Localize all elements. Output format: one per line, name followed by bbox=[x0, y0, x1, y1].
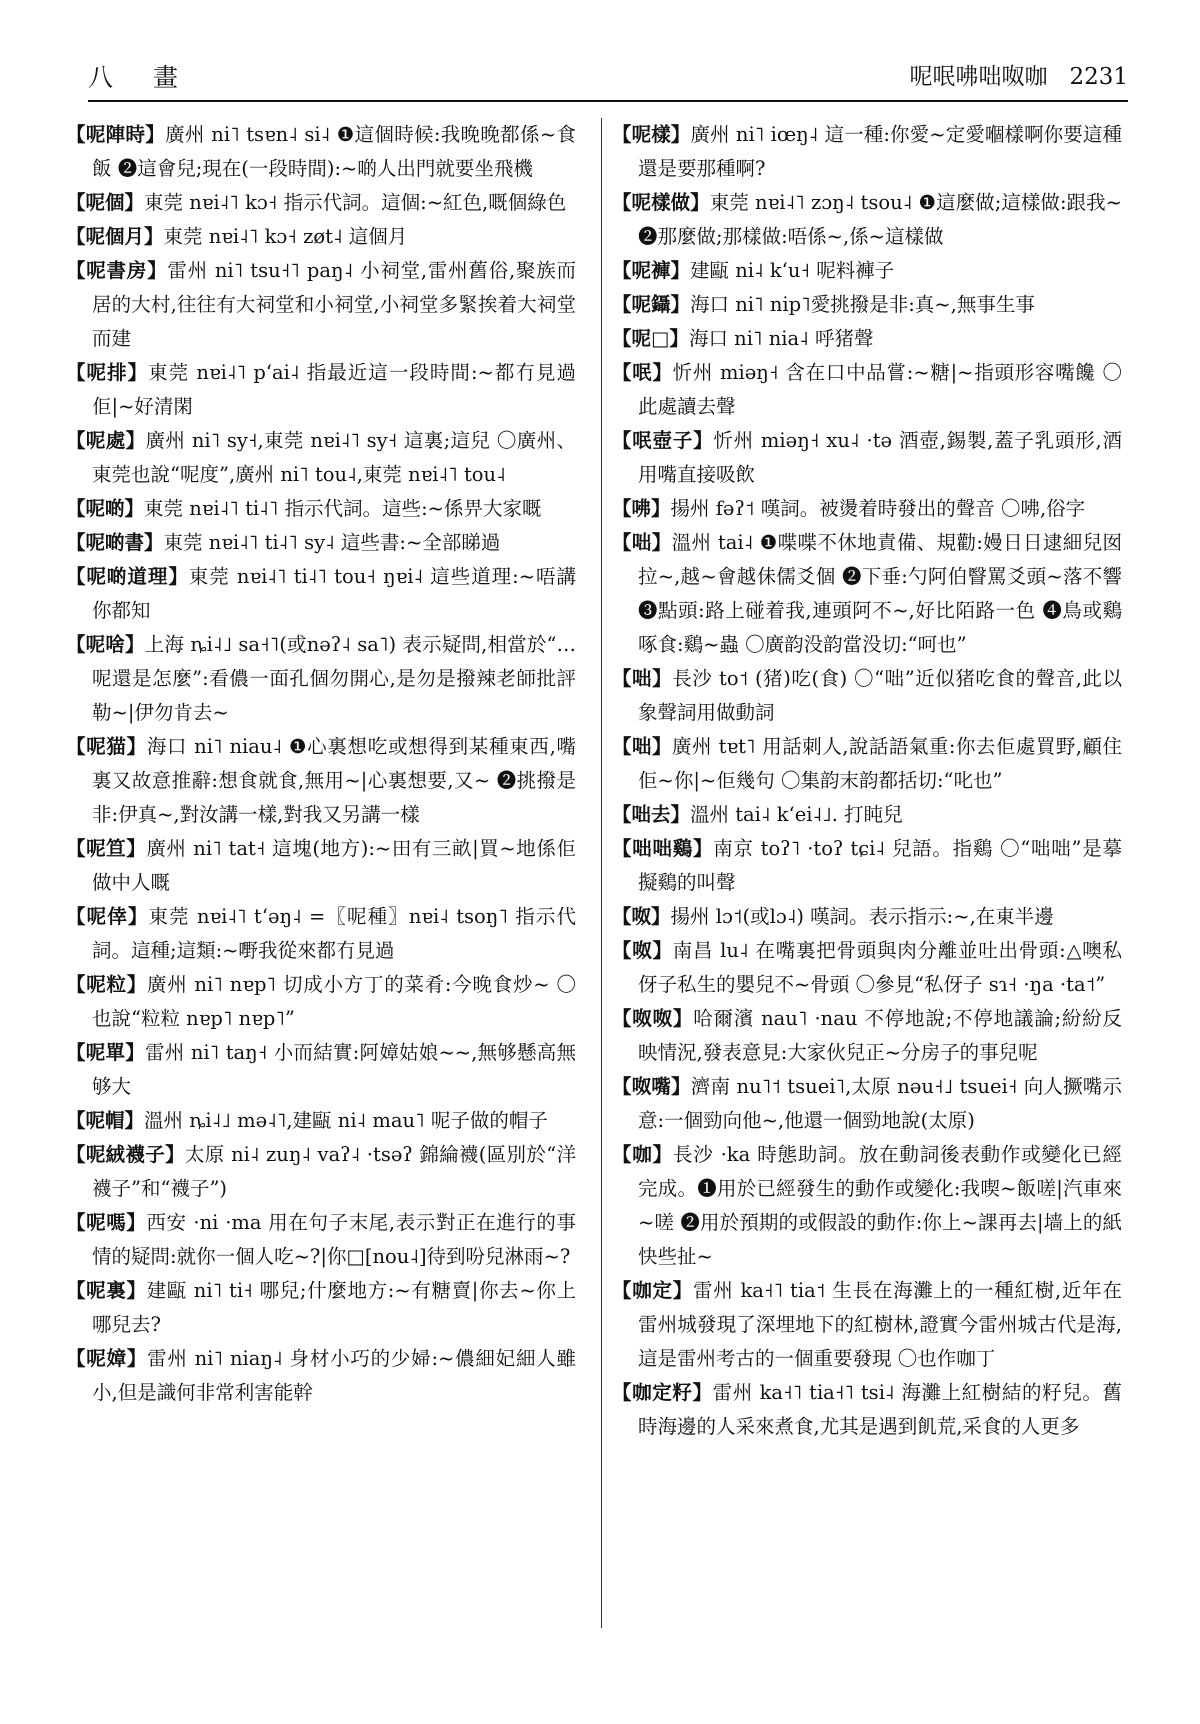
running-head bbox=[909, 58, 1128, 91]
entry-definition: 廣州 ni˥ iœŋ˨ 這一種:你愛~定愛嗰樣啊你要這種還是要那種啊? bbox=[638, 123, 1122, 180]
entry-definition: 溫州 ȵi˨˩ mə˨˥,建甌 ni˨ mau˥ 呢子做的帽子 bbox=[144, 1109, 548, 1132]
dictionary-entry bbox=[66, 900, 576, 968]
entry-headword: 【咄咄鷄】 bbox=[612, 837, 714, 860]
entry-headword: 【呢處】 bbox=[66, 429, 146, 452]
entry-headword: 【呢啥】 bbox=[66, 633, 145, 656]
dictionary-entry bbox=[612, 1376, 1122, 1444]
dictionary-entry bbox=[612, 254, 1122, 288]
entry-headword: 【呢單】 bbox=[66, 1041, 145, 1064]
entry-headword: 【呢啲】 bbox=[66, 497, 145, 520]
dictionary-entry bbox=[66, 118, 576, 186]
header-rule bbox=[88, 100, 1128, 102]
dictionary-entry bbox=[612, 662, 1122, 730]
dictionary-entry bbox=[612, 1274, 1122, 1376]
entry-headword: 【呶】 bbox=[612, 939, 673, 962]
column-divider bbox=[601, 118, 602, 1628]
entry-headword: 【呢粒】 bbox=[66, 973, 147, 996]
entry-headword: 【呢帽】 bbox=[66, 1109, 145, 1132]
entry-headword: 【咖定】 bbox=[612, 1279, 693, 1302]
dictionary-entry bbox=[66, 968, 576, 1036]
dictionary-entry bbox=[66, 560, 576, 628]
entry-headword: 【呢啲書】 bbox=[66, 531, 164, 554]
entry-headword: 【咄】 bbox=[612, 735, 672, 758]
entry-definition: 東莞 nɐi˨˥ tʻəŋ˨ =〖呢種〗nɐi˨ tsoŋ˥ 指示代詞。這種;這類:~嘢我從來都冇見過 bbox=[92, 905, 576, 962]
entry-definition: 南昌 lu˨ 在嘴裏把骨頭與肉分離並吐出骨頭:△噢私伢子私生的嬰兒不~骨頭 〇參見“私伢子 sɿ˧ ·ŋa ·ta˦” bbox=[638, 939, 1122, 996]
dictionary-entry bbox=[612, 900, 1122, 934]
entry-definition: 東莞 nɐi˨˥ ti˨˥ 指示代詞。這些:~係畀大家嘅 bbox=[144, 497, 542, 520]
entry-headword: 【呡】 bbox=[612, 361, 673, 384]
entry-headword: 【呢鑷】 bbox=[612, 293, 691, 316]
dictionary-entry bbox=[66, 730, 576, 832]
left-column bbox=[66, 118, 576, 1410]
entry-definition: 濟南 nu˥˦ tsuei˥,太原 nəu˧˩ tsuei˧ 向人撅嘴示意:一個勁向他~,他還一個勁地說(太原) bbox=[638, 1075, 1122, 1132]
entry-definition: 雷州 ni˥ taŋ˧ 小而結實:阿嫜姑娘~~,無够懸高無够大 bbox=[92, 1041, 576, 1098]
dictionary-entry bbox=[66, 424, 576, 492]
dictionary-entry bbox=[612, 832, 1122, 900]
entry-definition: 廣州 ni˥ sy˧,東莞 nɐi˨˥ sy˧ 這裏;這兒 〇廣州、東莞也說“呢度”,廣州 ni˥ tou˨,東莞 nɐi˨˥ tou˨ bbox=[92, 429, 576, 486]
entry-headword: 【呢樣做】 bbox=[612, 191, 710, 214]
dictionary-entry bbox=[612, 356, 1122, 424]
entry-headword: 【呢個】 bbox=[66, 191, 145, 214]
dictionary-entry bbox=[612, 934, 1122, 1002]
entry-headword: 【呢倖】 bbox=[66, 905, 149, 928]
entry-headword: 【呢樣】 bbox=[612, 123, 691, 146]
entry-definition: 東莞 nɐi˨˥ ti˨˥ sy˨ 這些書:~全部睇過 bbox=[163, 531, 501, 554]
entry-definition: 溫州 tai˨ ❶喋喋不休地責備、規勸:嫚日日逮細兒囡拉~,越~會越佅儒爻個 ❷下垂:勺阿伯瞖罵爻頭~落不響 ❸點頭:路上碰着我,連頭阿不~,好比陌路一色 ❹鳥或鷄啄食:鷄~蟲 〇廣韵没韵當没切:“呵也” bbox=[638, 531, 1122, 656]
dictionary-entry bbox=[612, 730, 1122, 798]
entry-definition: 建甌 ni˨ kʻu˧ 呢料褲子 bbox=[690, 259, 895, 282]
dictionary-entry bbox=[66, 832, 576, 900]
dictionary-entry bbox=[66, 628, 576, 730]
entry-definition: 東莞 nɐi˨˥ pʻai˨ 指最近這一段時間:~都冇見過佢|~好清閑 bbox=[92, 361, 576, 418]
entry-headword: 【呢絨襪子】 bbox=[66, 1143, 185, 1166]
entry-headword: 【呢啲道理】 bbox=[66, 565, 189, 588]
dictionary-entry bbox=[66, 220, 576, 254]
dictionary-entry bbox=[66, 186, 576, 220]
dictionary-entry bbox=[612, 118, 1122, 186]
dictionary-entry bbox=[612, 526, 1122, 662]
entry-headword: 【呶嘴】 bbox=[612, 1075, 691, 1098]
header-characters: 呢呡咈咄呶咖 bbox=[909, 64, 1048, 90]
entry-definition: 雷州 ni˥ niaŋ˨ 身材小巧的少婦:~儂細妃細人雖小,但是識何非常利害能幹 bbox=[92, 1347, 576, 1404]
entry-definition: 揚州 lɔ˦(或lɔ˨) 嘆詞。表示指示:~,在東半邊 bbox=[670, 905, 1054, 928]
dictionary-entry bbox=[612, 798, 1122, 832]
entry-definition: 雷州 ka˧˥ tia˧˥ tsi˨ 海灘上紅樹結的籽兒。舊時海邊的人采來煮食,尤其是遇到飢荒,采食的人更多 bbox=[638, 1381, 1122, 1438]
entry-definition: 長沙 to˦ (猪)吃(食) 〇“咄”近似猪吃食的聲音,此以象聲詞用做動詞 bbox=[638, 667, 1122, 724]
entry-headword: 【呢裏】 bbox=[66, 1279, 147, 1302]
entry-headword: 【呢個月】 bbox=[66, 225, 164, 248]
entry-definition: 雷州 ni˥ tsu˧˥ paŋ˨ 小祠堂,雷州舊俗,聚族而居的大村,往往有大祠堂和小祠堂,小祠堂多緊挨着大祠堂而建 bbox=[92, 259, 576, 350]
entry-definition: 廣州 tɐt˥ 用話刺人,說話語氣重:你去佢處買野,顧住佢~你|~佢幾句 〇集韵末韵都括切:“叱也” bbox=[638, 735, 1122, 792]
entry-headword: 【呢褲】 bbox=[612, 259, 691, 282]
entry-definition: 長沙 ·ka 時態助詞。放在動詞後表動作或變化已經完成。❶用於已經發生的動作或變化:我喫~飯嗟|汽車來~嗟 ❷用於預期的或假設的動作:你上~課再去|墙上的紙快些扯~ bbox=[638, 1143, 1122, 1268]
dictionary-entry bbox=[66, 1036, 576, 1104]
entry-headword: 【咄】 bbox=[612, 531, 672, 554]
entry-definition: 上海 ȵi˨˩ sa˧˥(或nəʔ˨ sa˥) 表示疑問,相當於“…呢還是怎麼”:看儂一面孔個勿開心,是勿是撥辣老師批評勒~|伊勿肯去~ bbox=[92, 633, 576, 724]
entry-definition: 東莞 nɐi˨˥ zɔŋ˨ tsou˨ ❶這麼做;這樣做:跟我~ ❷那麼做;那樣做:唔係~,係~這樣做 bbox=[638, 191, 1122, 248]
dictionary-entry bbox=[66, 492, 576, 526]
entry-definition: 南京 toʔ˥ ·toʔ tɕi˨ 兒語。指鷄 〇“咄咄”是摹擬鷄的叫聲 bbox=[638, 837, 1122, 894]
entry-headword: 【咄】 bbox=[612, 667, 673, 690]
entry-headword: 【呢猫】 bbox=[66, 735, 147, 758]
entry-definition: 海口 ni˥ nip˥愛挑撥是非:真~,無事生事 bbox=[690, 293, 1035, 316]
dictionary-entry bbox=[66, 1104, 576, 1138]
dictionary-entry bbox=[612, 1002, 1122, 1070]
entry-headword: 【呡壺子】 bbox=[612, 429, 714, 452]
dictionary-entry bbox=[612, 492, 1122, 526]
page-header bbox=[88, 58, 1128, 102]
entry-definition: 忻州 miəŋ˧ xu˨ ·tə 酒壺,錫製,蓋子乳頭形,酒用嘴直接吸飲 bbox=[638, 429, 1122, 486]
entry-headword: 【呢排】 bbox=[66, 361, 149, 384]
entry-headword: 【咄去】 bbox=[612, 803, 691, 826]
entry-definition: 溫州 tai˨ kʻei˨˩. 打盹兒 bbox=[690, 803, 903, 826]
entry-definition: 建甌 ni˥ ti˧ 哪兒;什麼地方:~有糖賣|你去~你上哪兒去? bbox=[92, 1279, 576, 1336]
entry-definition: 海口 ni˥ niau˨ ❶心裏想吃或想得到某種東西,嘴裏又故意推辭:想食就食,無用~|心裏想要,又~ ❷挑撥是非:伊真~,對汝講一樣,對我又另講一樣 bbox=[92, 735, 576, 826]
dictionary-entry bbox=[612, 1070, 1122, 1138]
dictionary-entry bbox=[612, 186, 1122, 254]
section-title: 八 畫 bbox=[88, 63, 194, 92]
entry-headword: 【呢書房】 bbox=[66, 259, 168, 282]
entry-definition: 東莞 nɐi˨˥ kɔ˧ zøt˨ 這個月 bbox=[163, 225, 408, 248]
dictionary-entry bbox=[612, 424, 1122, 492]
entry-headword: 【呢□】 bbox=[612, 327, 689, 350]
entry-headword: 【呢笪】 bbox=[66, 837, 147, 860]
dictionary-entry bbox=[66, 1206, 576, 1274]
entry-definition: 西安 ·ni ·ma 用在句子末尾,表示對正在進行的事情的疑問:就你一個人吃~?|你□[nou˨]待到吩兒淋雨~? bbox=[92, 1211, 576, 1268]
entry-headword: 【呢嫜】 bbox=[66, 1347, 148, 1370]
entry-definition: 揚州 fəʔ˦ 嘆詞。被燙着時發出的聲音 〇咈,俗字 bbox=[670, 497, 1086, 520]
dictionary-entry bbox=[66, 526, 576, 560]
right-column bbox=[612, 118, 1122, 1444]
dictionary-entry bbox=[612, 288, 1122, 322]
dictionary-entry bbox=[612, 322, 1122, 356]
dictionary-entry bbox=[66, 1138, 576, 1206]
entry-headword: 【咖】 bbox=[612, 1143, 673, 1166]
dictionary-entry bbox=[66, 1274, 576, 1342]
dictionary-entry bbox=[612, 1138, 1122, 1274]
dictionary-entry bbox=[66, 1342, 576, 1410]
entry-headword: 【呶呶】 bbox=[612, 1007, 694, 1030]
entry-definition: 東莞 nɐi˨˥ ti˨˥ tou˧ ŋɐi˨ 這些道理:~唔講你都知 bbox=[92, 565, 576, 622]
entry-headword: 【呢嗎】 bbox=[66, 1211, 147, 1234]
entry-definition: 東莞 nɐi˨˥ kɔ˧ 指示代詞。這個:~紅色,嘅個綠色 bbox=[144, 191, 567, 214]
entry-definition: 雷州 ka˧˥ tia˦ 生長在海灘上的一種紅樹,近年在雷州城發現了深埋地下的紅樹林,證實今雷州城古代是海,這是雷州考古的一個重要發現 〇也作咖丁 bbox=[638, 1279, 1122, 1370]
entry-definition: 海口 ni˥ nia˨ 呼猪聲 bbox=[688, 327, 874, 350]
entry-definition: 廣州 ni˥ tat˧ 這塊(地方):~田有三畝|買~地係佢做中人嘅 bbox=[92, 837, 576, 894]
entry-definition: 廣州 ni˥ nɐp˥ 切成小方丁的菜肴:今晚食炒~ 〇也說“粒粒 nɐp˥ nɐp˥” bbox=[92, 973, 576, 1030]
entry-definition: 哈爾濱 nau˥ ·nau 不停地說;不停地議論;紛紛反映情況,發表意見:大家伙兒正~分房子的事兒呢 bbox=[638, 1007, 1122, 1064]
entry-headword: 【呢陣時】 bbox=[66, 123, 166, 146]
entry-headword: 【呶】 bbox=[612, 905, 671, 928]
dictionary-entry bbox=[66, 356, 576, 424]
entry-headword: 【咈】 bbox=[612, 497, 671, 520]
dictionary-entry bbox=[66, 254, 576, 356]
entry-headword: 【咖定籽】 bbox=[612, 1381, 713, 1404]
page-number: 2231 bbox=[1069, 64, 1128, 90]
entry-definition: 忻州 miəŋ˧ 含在口中品嘗:~糖|~指頭形容嘴饞 〇此處讀去聲 bbox=[638, 361, 1122, 418]
entry-definition: 太原 ni˨ zuŋ˨ vaʔ˨ ·tsəʔ 錦綸襪(區別於“洋襪子”和“襪子”) bbox=[92, 1143, 576, 1200]
entry-definition: 廣州 ni˥ tsɐn˨ si˨ ❶這個時候:我晚晚都係~食飯 ❷這會兒;現在(一段時間):~啲人出門就要坐飛機 bbox=[92, 123, 576, 180]
